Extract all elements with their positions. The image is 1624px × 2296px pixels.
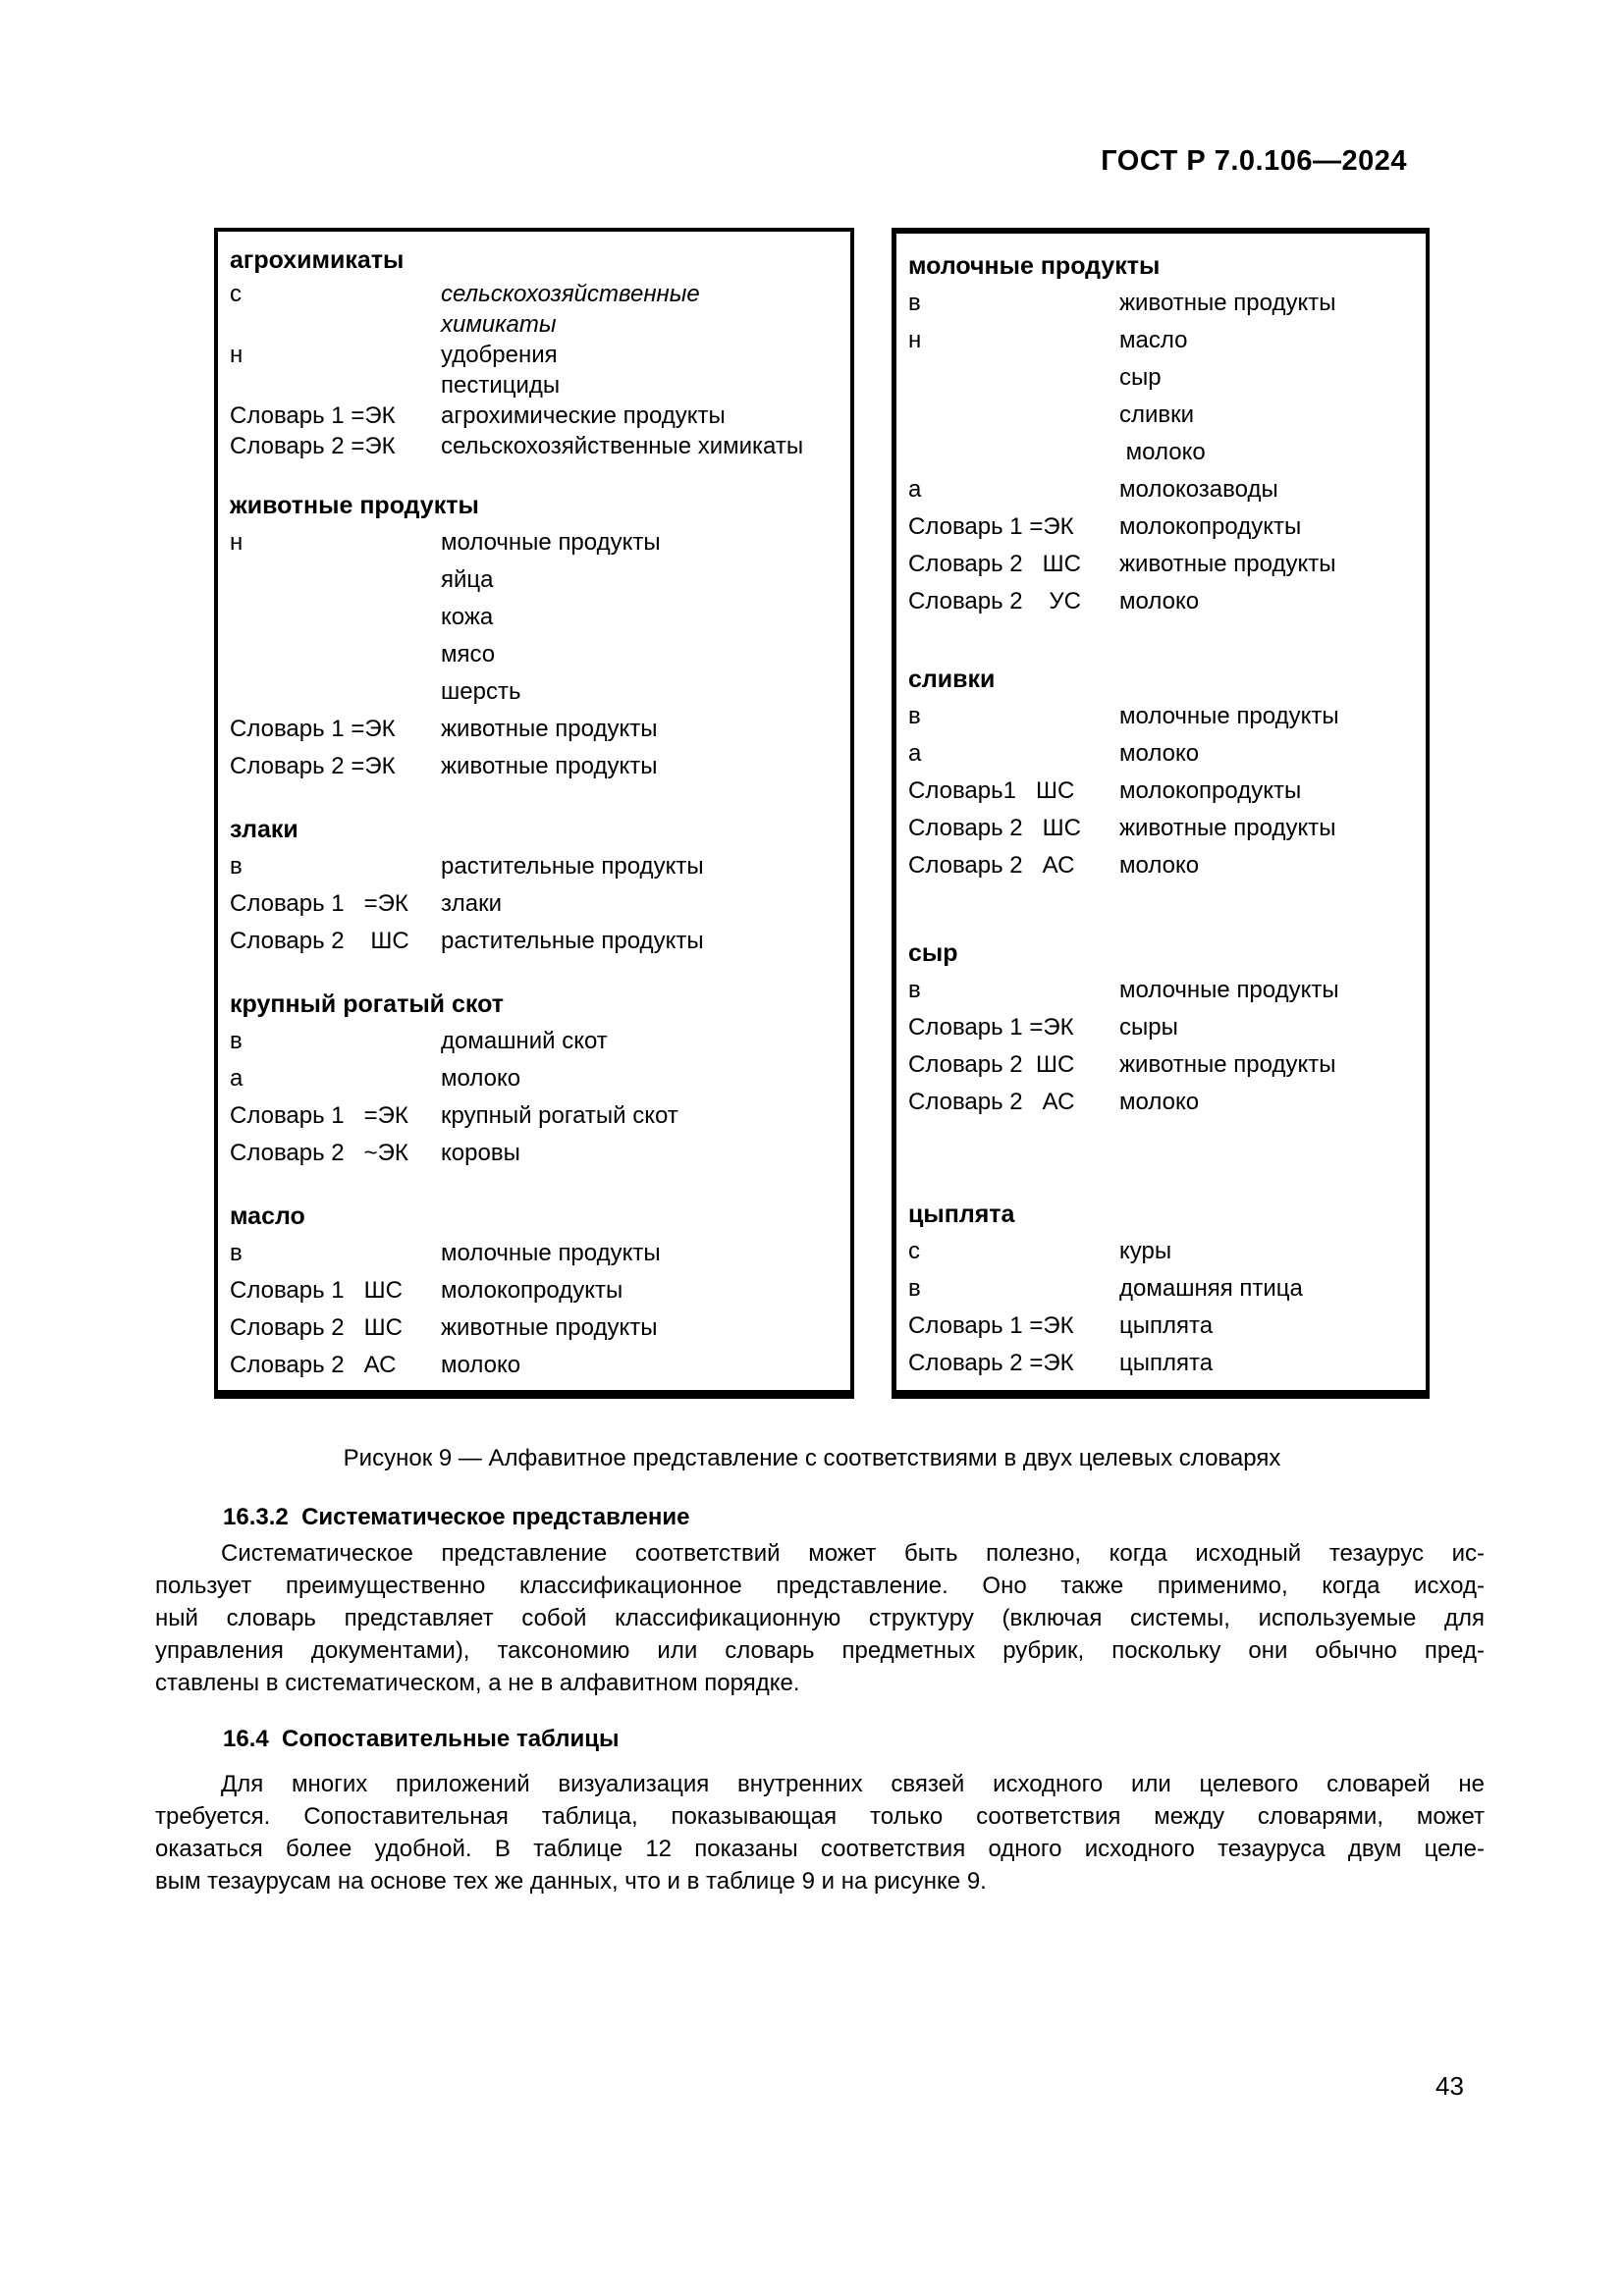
thesaurus-row	[230, 1060, 844, 1097]
page-number: 43	[1435, 2071, 1464, 2101]
term-value: мясо	[441, 641, 496, 667]
relation-label: Словарь 2 АС	[230, 1352, 397, 1378]
section-heading-16-4: 16.4 Сопоставительные таблицы	[223, 1726, 620, 1752]
relation-label: с	[908, 1238, 920, 1264]
term-value: животные продукты	[441, 753, 658, 779]
thesaurus-row	[230, 599, 844, 636]
body-text-line: управления документами), таксономию или словарь предметных рубрик, поскольку они обычно пред-	[155, 1637, 1485, 1664]
relation-label: Словарь 2 ШС	[908, 551, 1081, 577]
relation-label	[230, 599, 441, 636]
relation-label: в	[908, 290, 921, 316]
thesaurus-row	[230, 431, 844, 461]
term-value: молоко	[441, 1065, 521, 1092]
body-text-line: требуется. Сопоставительная таблица, показывающая только соответствия между словарями, может	[155, 1803, 1485, 1830]
relation-label: Словарь 2 УС	[908, 588, 1081, 614]
term-value: удобрения	[441, 342, 558, 368]
relation-label: Словарь 1 =ЭК	[908, 1312, 1074, 1339]
term-value: химикаты	[441, 311, 557, 338]
thesaurus-row	[908, 1009, 1422, 1046]
term-value: сливки	[1119, 401, 1195, 428]
relation-label: в	[230, 1028, 243, 1054]
thesaurus-row	[230, 1347, 844, 1384]
thesaurus-row	[230, 923, 844, 960]
body-text-line: Систематическое представление соответствий может быть полезно, когда исходный тезаурус ис-	[221, 1540, 1485, 1567]
thesaurus-row	[908, 1270, 1422, 1308]
thesaurus-row	[230, 848, 844, 885]
thesaurus-row	[908, 1233, 1422, 1270]
thesaurus-row	[908, 546, 1422, 583]
term-value: цыплята	[1119, 1312, 1214, 1339]
paragraph-16-4	[155, 1768, 1485, 1897]
relation-label: а	[908, 476, 922, 503]
term-value: молоко	[1119, 588, 1200, 614]
relation-label: Словарь 1 ШС	[230, 1277, 403, 1304]
thesaurus-group	[230, 241, 844, 461]
relation-label: Словарь 2 АС	[908, 852, 1075, 879]
term-value: домашняя птица	[1119, 1275, 1303, 1302]
thesaurus-row	[230, 524, 844, 561]
thesaurus-row	[908, 1046, 1422, 1084]
document-header: ГОСТ Р 7.0.106—2024	[1101, 145, 1407, 177]
thesaurus-row	[230, 1309, 844, 1347]
thesaurus-entry-term: сыр	[908, 939, 958, 967]
relation-label: Словарь 2 АС	[908, 1089, 1075, 1115]
relation-label: а	[908, 740, 922, 767]
thesaurus-group	[230, 1198, 844, 1384]
term-value: крупный рогатый скот	[441, 1102, 678, 1129]
relation-label: Словарь 1 =ЭК	[230, 890, 408, 917]
relation-label	[230, 636, 441, 673]
term-value: молоко	[1119, 439, 1206, 465]
paragraph-16-3-2	[155, 1537, 1485, 1699]
thesaurus-row	[908, 508, 1422, 546]
relation-label: н	[230, 342, 244, 368]
relation-label: Словарь 2 ШС	[230, 928, 409, 954]
relation-label: н	[908, 327, 922, 353]
term-value: растительные продукты	[441, 853, 704, 880]
term-value: молокопродукты	[1119, 513, 1302, 540]
relation-label: Словарь 2 =ЭК	[908, 1350, 1074, 1376]
thesaurus-group	[908, 247, 1422, 620]
term-value: животные продукты	[441, 1314, 658, 1341]
relation-label	[908, 397, 1119, 434]
term-value: агрохимические продукты	[441, 402, 726, 429]
term-value: шерсть	[441, 678, 521, 705]
relation-label: Словарь 2 ШС	[230, 1314, 403, 1341]
term-value: молокозаводы	[1119, 476, 1278, 503]
thesaurus-row	[230, 711, 844, 748]
thesaurus-entry-term: масло	[230, 1202, 305, 1230]
term-value: животные продукты	[1119, 290, 1336, 316]
thesaurus-group	[230, 986, 844, 1172]
thesaurus-row	[908, 397, 1422, 434]
term-value: масло	[1119, 327, 1188, 353]
relation-label	[230, 673, 441, 711]
term-value: молоко	[441, 1352, 521, 1378]
thesaurus-row	[908, 773, 1422, 810]
relation-label: в	[908, 1275, 921, 1302]
thesaurus-row	[230, 340, 844, 370]
relation-label: Словарь1 ШС	[908, 777, 1075, 804]
term-value: сыры	[1119, 1014, 1178, 1041]
term-value: молоко	[1119, 1089, 1200, 1115]
thesaurus-row	[908, 285, 1422, 322]
relation-label	[230, 370, 441, 400]
term-value: сельскохозяйственные химикаты	[441, 433, 804, 459]
relation-label: Словарь 2 ШС	[908, 1051, 1075, 1078]
relation-label	[908, 434, 1119, 471]
term-value: куры	[1119, 1238, 1172, 1264]
thesaurus-row	[908, 1345, 1422, 1382]
term-value: молочные продукты	[1119, 977, 1339, 1003]
relation-label: в	[908, 703, 921, 729]
relation-label: Словарь 1 =ЭК	[230, 716, 396, 742]
thesaurus-row	[908, 972, 1422, 1009]
thesaurus-row	[230, 1135, 844, 1172]
relation-label: Словарь 1 =ЭК	[230, 402, 396, 429]
thesaurus-group	[908, 934, 1422, 1121]
term-value: цыплята	[1119, 1350, 1214, 1376]
term-value: злаки	[441, 890, 502, 917]
relation-label: в	[230, 853, 243, 880]
thesaurus-row	[230, 748, 844, 785]
term-value: растительные продукты	[441, 928, 704, 954]
thesaurus-row	[230, 370, 844, 400]
term-value: домашний скот	[441, 1028, 608, 1054]
thesaurus-row	[230, 279, 844, 309]
term-value: яйца	[441, 566, 494, 593]
body-text-line: ный словарь представляет собой классификационную структуру (включая системы, используемые для	[155, 1605, 1485, 1631]
relation-label: а	[230, 1065, 244, 1092]
body-text-line: ставлены в систематическом, а не в алфавитном порядке.	[155, 1670, 800, 1696]
term-value: сыр	[1119, 364, 1162, 391]
relation-label: с	[230, 281, 242, 307]
body-text-line: пользует преимущественно классификационное представление. Оно также применимо, когда исход-	[155, 1573, 1485, 1599]
relation-label	[230, 561, 441, 599]
body-text-line: вым тезаурусам на основе тех же данных, что и в таблице 9 и на рисунке 9.	[155, 1868, 987, 1895]
thesaurus-row	[908, 1308, 1422, 1345]
term-value: животные продукты	[441, 716, 658, 742]
thesaurus-entry-term: агрохимикаты	[230, 246, 405, 274]
thesaurus-row	[230, 1235, 844, 1272]
thesaurus-row	[908, 434, 1422, 471]
figure-left-box	[214, 228, 854, 1399]
relation-label: Словарь 2 =ЭК	[230, 753, 396, 779]
thesaurus-row	[908, 1084, 1422, 1121]
thesaurus-row	[230, 885, 844, 923]
thesaurus-row	[230, 673, 844, 711]
relation-label: Словарь 1 =ЭК	[908, 1014, 1074, 1041]
relation-label: Словарь 2 ШС	[908, 815, 1081, 841]
thesaurus-row	[908, 359, 1422, 397]
relation-label	[908, 359, 1119, 397]
thesaurus-group	[908, 661, 1422, 884]
thesaurus-entry-term: крупный рогатый скот	[230, 990, 504, 1018]
thesaurus-row	[230, 1272, 844, 1309]
thesaurus-row	[230, 561, 844, 599]
term-value: животные продукты	[1119, 815, 1336, 841]
thesaurus-row	[230, 309, 844, 340]
relation-label	[230, 309, 441, 340]
term-value: молочные продукты	[441, 529, 661, 556]
thesaurus-group	[230, 487, 844, 785]
relation-label: Словарь 1 =ЭК	[230, 1102, 408, 1129]
relation-label: Словарь 2 ~ЭК	[230, 1140, 408, 1166]
thesaurus-group	[230, 811, 844, 960]
term-value: молоко	[1119, 740, 1200, 767]
relation-label: в	[908, 977, 921, 1003]
thesaurus-entry-term: цыплята	[908, 1201, 1015, 1228]
body-text-line: Для многих приложений визуализация внутренних связей исходного или целевого словарей не	[221, 1771, 1485, 1797]
figure-caption: Рисунок 9 — Алфавитное представление с соответствиями в двух целевых словарях	[343, 1445, 1281, 1471]
thesaurus-row	[908, 583, 1422, 620]
term-value: кожа	[441, 604, 494, 630]
term-value: молоко	[1119, 852, 1200, 879]
thesaurus-row	[230, 1023, 844, 1060]
thesaurus-row	[230, 1097, 844, 1135]
relation-label: н	[230, 529, 244, 556]
term-value: молочные продукты	[441, 1240, 661, 1266]
thesaurus-entry-term: молочные продукты	[908, 252, 1161, 280]
thesaurus-group	[908, 1196, 1422, 1382]
term-value: молокопродукты	[441, 1277, 623, 1304]
term-value: коровы	[441, 1140, 520, 1166]
term-value: сельскохозяйственные	[441, 281, 700, 307]
relation-label: Словарь 1 =ЭК	[908, 513, 1074, 540]
figure-right-box	[892, 228, 1430, 1399]
term-value: животные продукты	[1119, 551, 1336, 577]
relation-label: в	[230, 1240, 243, 1266]
thesaurus-row	[908, 810, 1422, 847]
thesaurus-row	[908, 847, 1422, 884]
relation-label: Словарь 2 =ЭК	[230, 433, 396, 459]
thesaurus-entry-term: животные продукты	[230, 492, 479, 519]
term-value: пестициды	[441, 372, 561, 399]
section-heading-16-3-2: 16.3.2 Систематическое представление	[223, 1504, 690, 1530]
thesaurus-row	[908, 322, 1422, 359]
thesaurus-entry-term: злаки	[230, 816, 298, 843]
term-value: молочные продукты	[1119, 703, 1339, 729]
thesaurus-row	[908, 471, 1422, 508]
thesaurus-row	[230, 400, 844, 431]
thesaurus-row	[908, 698, 1422, 735]
term-value: молокопродукты	[1119, 777, 1302, 804]
thesaurus-row	[908, 735, 1422, 773]
thesaurus-entry-term: сливки	[908, 666, 996, 693]
body-text-line: оказаться более удобной. В таблице 12 показаны соответствия одного исходного тезауруса двум целе-	[155, 1836, 1485, 1862]
thesaurus-row	[230, 636, 844, 673]
term-value: животные продукты	[1119, 1051, 1336, 1078]
